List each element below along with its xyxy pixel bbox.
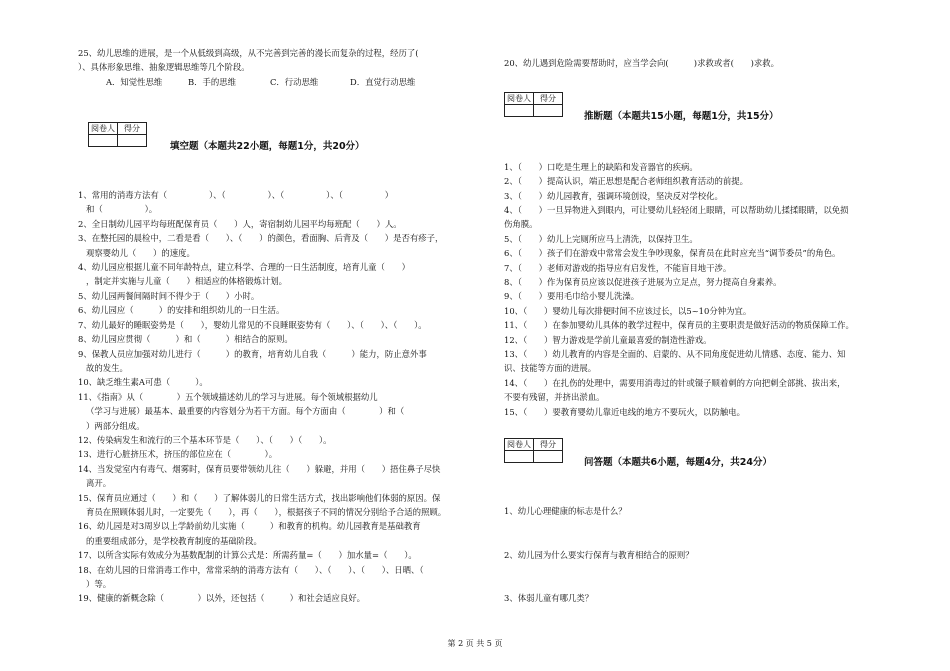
fill-line: （学习与进展）最基本、最重要的内容划分为若干方面。每个方面由（ ）和（: [86, 406, 405, 416]
q25-option-c: C．行动思维: [270, 77, 319, 87]
fill-line: ）等。: [86, 579, 112, 589]
score-cell[interactable]: [118, 135, 147, 147]
judge-line: 10、（ ）婴幼儿每次排便时间不应该过长，以5~10分钟为宜。: [504, 306, 752, 316]
judge-line: 1、（ ）口吃是生理上的缺陷和发音器官的疾病。: [504, 162, 698, 172]
fill-line: 17、以所含实际有效成分为基数配制的计算公式是：所需药量=（ ）加水量=（ ）。: [78, 550, 417, 560]
fill-line: 5、幼儿园两餐间隔时间不得少于（ ）小时。: [78, 291, 260, 301]
qa-question-1: 1、幼儿心理健康的标志是什么？: [504, 506, 627, 516]
q20-line: 20、幼儿遇到危险需要帮助时，应当学会向( )求救或者( )求救。: [504, 58, 779, 68]
fill-section-title: 填空题（本题共22小题，每题1分，共20分）: [170, 141, 365, 152]
fill-line: 8、幼儿园应贯彻（ ）和（ ）相结合的原则。: [78, 334, 293, 344]
judge-line: 识、技能等方面的进展。: [504, 363, 597, 373]
judge-line: 不要有残留，并挤出淤血。: [504, 392, 605, 402]
fill-line: 1、常用的消毒方法有（ ）、（ ）、（ ）、（ ）: [78, 190, 394, 200]
reviewer-label: 阅卷人: [505, 439, 534, 451]
fill-line: 育员在照顾体弱儿时，一定要先（ ），再（ ），根据孩子不同的情况分别给予合适的照顾。: [86, 507, 447, 517]
score-label: 得分: [118, 123, 147, 135]
fill-line: 11、《指南》从（ ）五个领域描述幼儿的学习与进展。每个领域根据幼儿: [78, 392, 378, 402]
fill-line: 7、幼儿最好的睡眠姿势是（ ），婴幼儿常见的不良睡眠姿势有（ ）、（ ）、（ ）。: [78, 320, 427, 330]
judge-line: 12、（ ）智力游戏是学前儿童最喜爱的制造性游戏。: [504, 335, 712, 345]
score-box-judge: [504, 92, 563, 117]
fill-line: 12、传染病发生和流行的三个基本环节是（ ）、（ ）（ ）。: [78, 435, 332, 445]
judge-section-title: 推断题（本题共15小题，每题1分，共15分）: [584, 111, 779, 122]
score-cell[interactable]: [534, 105, 563, 117]
reviewer-cell[interactable]: [505, 451, 534, 463]
score-label: 得分: [534, 93, 563, 105]
judge-line: 15、（ ）要教育婴幼儿靠近电线的地方不要玩火，以防触电。: [504, 407, 745, 417]
fill-line: 9、保教人员应加强对幼儿进行（ ）的教育，培育幼儿自我（ ）能力，防止意外事: [78, 349, 427, 359]
fill-line: 4、幼儿园应根据儿童不同年龄特点，建立科学、合理的一日生活制度，培育儿童（ ）: [78, 262, 410, 272]
judge-line: 9、（ ）要用毛巾给小婴儿洗澡。: [504, 291, 640, 301]
judge-line: 13、（ ）幼儿教育的内容是全面的、启蒙的、从不同角度促进幼儿情感、态度、能力、知: [504, 349, 846, 359]
fill-line: 和（ ）。: [86, 204, 158, 214]
reviewer-label: 阅卷人: [89, 123, 118, 135]
judge-line: 3、（ ）幼儿园教育，强调环境创设，坚决反对学校化。: [504, 191, 723, 201]
reviewer-cell[interactable]: [89, 135, 118, 147]
score-box-qa: [504, 438, 563, 463]
fill-line: 离开。: [86, 478, 112, 488]
judge-line: 伤角膜。: [504, 219, 538, 229]
q25-option-d: D．直觉行动思维: [350, 77, 416, 87]
q25-option-a: A．知觉性思维: [106, 77, 163, 87]
judge-line: 5、（ ）幼儿上完厕所应马上清洗，以保持卫生。: [504, 234, 698, 244]
fill-line: 19、健康的新概念除（ ）以外，还包括（ ）和社会适应良好。: [78, 593, 366, 603]
q25-line1: 25、幼儿思维的进展，是一个从低级到高级，从不完善到完善的漫长而复杂的过程，经历了(: [78, 48, 419, 58]
q25-line2: ）、具体形象思维、抽象逻辑思维等几个阶段。: [78, 62, 250, 72]
judge-line: 14、（ ）在扎伤的处理中，需要用消毒过的针或镊子顺着刺的方向把刺全部挑、拔出来，: [504, 378, 846, 388]
fill-line: 10、缺乏维生素A可患（ ）。: [78, 377, 208, 387]
fill-line: 18、在幼儿园的日常消毒工作中，常常采纳的消毒方法有（ ）、（ ）、（ ）、日晒、（: [78, 565, 424, 575]
fill-line: ）两部分组成。: [86, 421, 145, 431]
page-footer: 第 2 页 共 5 页: [447, 639, 503, 648]
fill-line: 观察婴幼儿（ ）的速度。: [86, 248, 195, 258]
reviewer-cell[interactable]: [505, 105, 534, 117]
judge-line: 2、（ ）提高认识，端正思想是配合老师组织教育活动的前提。: [504, 176, 749, 186]
fill-line: ，制定并实施与儿童（ ）相适应的体格锻炼计划。: [86, 276, 287, 286]
fill-line: 16、幼儿园是对3周岁以上学龄前幼儿实施（ ）和教育的机构。幼儿园教育是基础教育: [78, 521, 421, 531]
q25-option-b: B．手的思维: [188, 77, 237, 87]
fill-line: 15、保育员应通过（ ）和（ ）了解体弱儿的日常生活方式，找出影响他们体弱的原因。保: [78, 493, 441, 503]
qa-question-3: 3、体弱儿童有哪几类？: [504, 593, 594, 603]
fill-line: 的重要组成部分，是学校教育制度的基础阶段。: [86, 536, 262, 546]
judge-line: 4、（ ）一旦异物进入到眼内，可让婴幼儿轻轻闭上眼睛，可以帮助幼儿揉揉眼睛，以免损: [504, 205, 849, 215]
judge-line: 7、（ ）老师对游戏的指导应有启发性，不能盲目地干涉。: [504, 263, 732, 273]
judge-line: 8、（ ）作为保育员应该以促进孩子进展为立足点，努力提高自身素养。: [504, 277, 782, 287]
fill-line: 14、当发觉室内有毒气、烟雾时，保育员要带领幼儿往（ ）躲避，并用（ ）捂住鼻子尽快: [78, 464, 441, 474]
fill-line: 故的发生。: [86, 363, 128, 373]
judge-line: 11、（ ）在参加婴幼儿具体的教学过程中，保育员的主要职责是做好活动的物质保障工作。: [504, 320, 854, 330]
judge-line: 6、（ ）孩子们在游戏中常常会发生争吵现象，保育员在此时应充当“调节委员”的角色。: [504, 248, 841, 258]
fill-line: 2、全日制幼儿园平均每班配保育员（ ）人，寄宿制幼儿园平均每班配（ ）人。: [78, 219, 402, 229]
reviewer-label: 阅卷人: [505, 93, 534, 105]
fill-line: 3、在整托园的晨检中，二看是看（ ）、（ ）的颜色，看面胸、后背及（ ）是否有疹子，: [78, 233, 444, 243]
qa-question-2: 2、幼儿园为什么要实行保育与教育相结合的原则？: [504, 550, 694, 560]
fill-line: 13、进行心脏挤压术，挤压的部位应在（ ）。: [78, 449, 278, 459]
fill-line: 6、幼儿园应（ ）的安排和组织幼儿的一日生活。: [78, 305, 285, 315]
qa-section-title: 问答题（本题共6小题，每题4分，共24分）: [584, 457, 772, 468]
score-cell[interactable]: [534, 451, 563, 463]
score-label: 得分: [534, 439, 563, 451]
score-box-fill: [88, 122, 147, 147]
